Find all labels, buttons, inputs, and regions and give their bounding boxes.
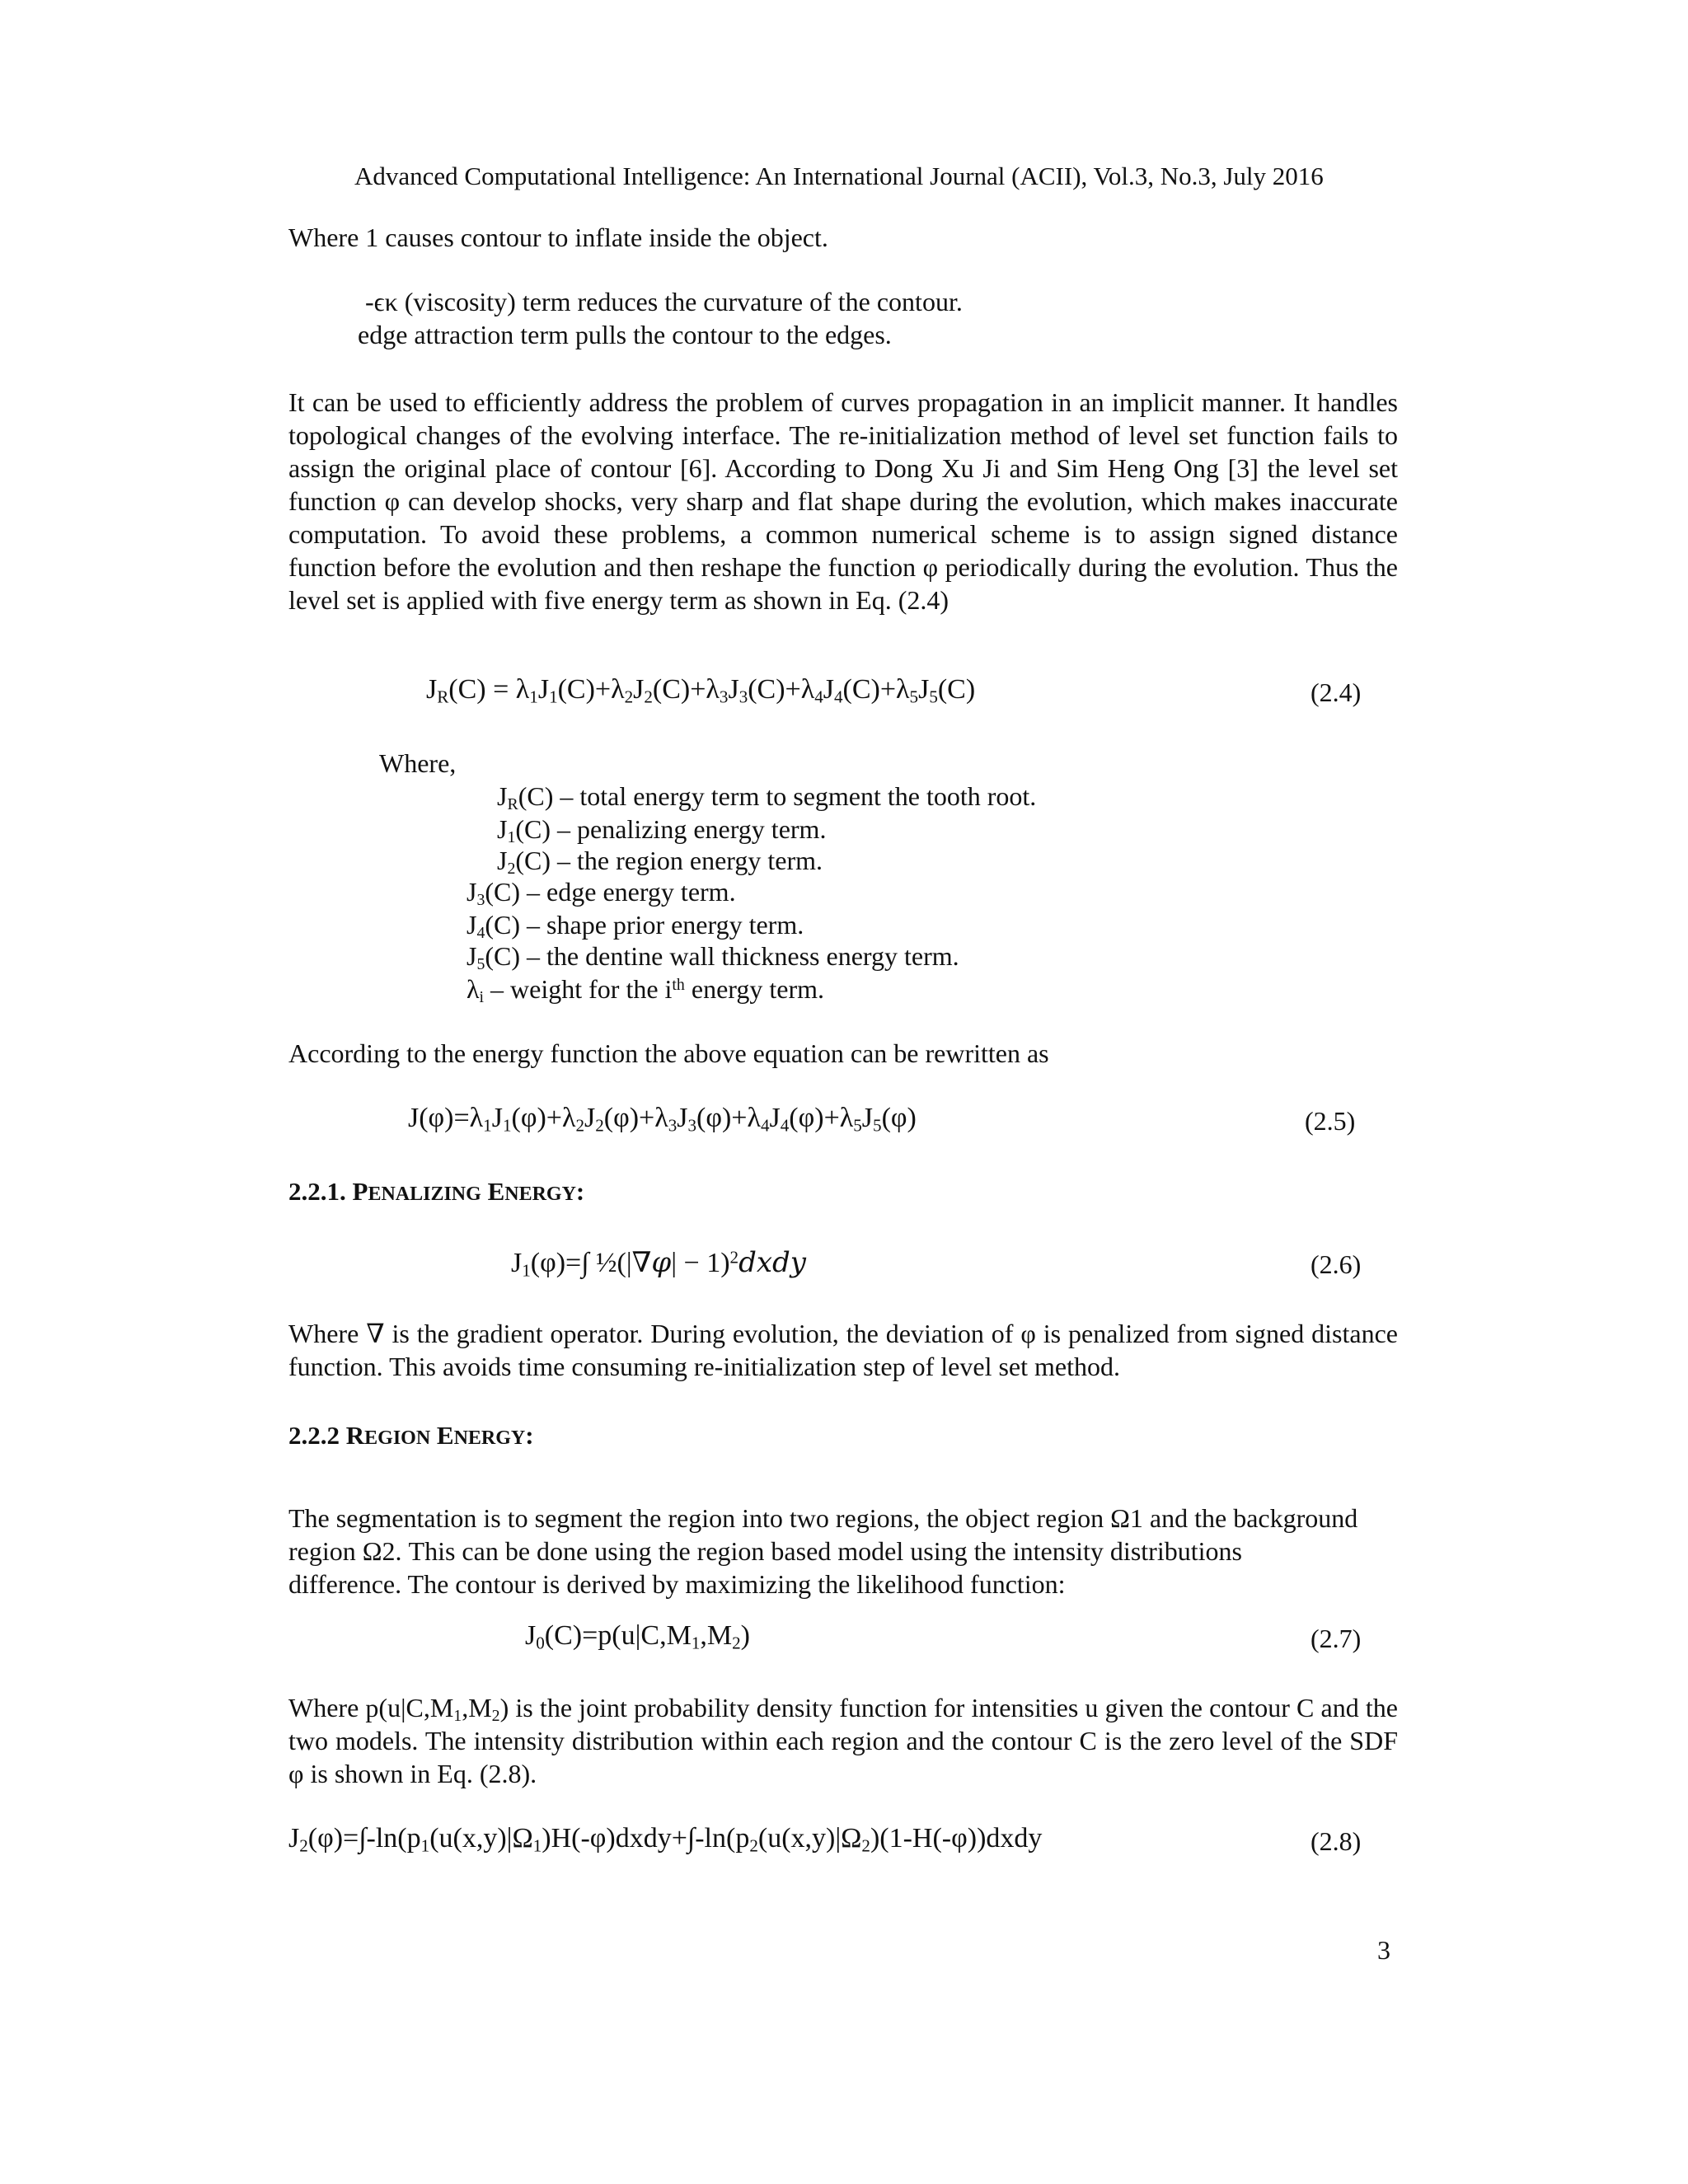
bullet-edge-attraction: edge attraction term pulls the contour to the edges. — [358, 320, 892, 349]
paragraph-text: ,M — [462, 1693, 492, 1722]
section-heading-region-energy — [288, 1421, 534, 1451]
definition-lambda-sup: th — [672, 976, 685, 995]
paragraph-segmentation: The segmentation is to segment the region into two regions, the object region Ω1 and the background region Ω2. This can be done using the region based model using the intensity distributions difference. The contour is derived by maximizing the likelihood function: — [288, 1503, 1358, 1599]
heading-smallcaps: ENALIZING — [368, 1183, 481, 1205]
definition-j5-text: (C) – the dentine wall thickness energy term. — [485, 941, 959, 971]
equation-2-6: $J_1(\varphi)=\int$ ½(|∇φ| − 1)$^2$dxdy — [511, 1246, 806, 1281]
definition-lambda-text-a: – weight for the i — [484, 974, 673, 1004]
heading-smallcaps: EGION — [364, 1427, 431, 1449]
equation-number-2-5: (2.5) — [1305, 1106, 1356, 1136]
paragraph-rewritten: According to the energy function the above equation can be rewritten as — [288, 1038, 1049, 1068]
page-number: 3 — [1377, 1935, 1390, 1965]
equation-number-2-7: (2.7) — [1311, 1624, 1362, 1653]
equation-2-4: $J_R(C) = \lambda_1J_1(C)+\lambda_2J_2(C)+\lambda_3J_3(C)+\lambda_4J_4(C)+\lambda_5J_5(C)$ — [426, 674, 976, 707]
heading-colon: : — [525, 1421, 534, 1450]
equation-2-8: $J_2(\varphi)=\int-\ln(p_1(u(x,y)|\Omega_1)H(-\varphi)dxdy+\int-\ln(p_2(u(x,y)|\Omega_2)(1-H(-\varphi))dxdy$ — [288, 1823, 1043, 1856]
definition-jr-text: (C) – total energy term to segment the tooth root. — [518, 781, 1037, 811]
section-heading-penalizing-energy — [288, 1177, 584, 1207]
heading-smallcaps: NERGY — [504, 1183, 576, 1205]
heading-initial: E — [481, 1177, 505, 1206]
heading-initial: R — [345, 1421, 365, 1450]
definition-j4: $J_4(C)$ – shape prior energy term. — [467, 910, 804, 942]
paragraph-text: is the gradient operator. During evolution, the deviation of φ is penalized from signed distance function. This avoids time consuming re-initialization step of level set method. — [288, 1319, 1399, 1381]
definition-j1-text: (C) – penalizing energy term. — [515, 814, 827, 844]
heading-smallcaps: NERGY — [453, 1427, 526, 1449]
paragraph-level-set: It can be used to efficiently address the problem of curves propagation in an implicit manner. It handles topological changes of the evolving interface. The re-initialization method of level set function fails to assign the original place of contour [6]. According to Dong Xu Ji and Sim Heng Ong [3] the level set function φ can develop shocks, very sharp and flat shape during the evolution, which makes inaccurate computation. To avoid these problems, a common numerical scheme is to assign signed distance function before the evolution and then reshape the function φ periodically during the evolution. Thus the level set is applied with five energy term as shown in Eq. (2.4) — [288, 387, 1398, 615]
definition-j5: $J_5(C)$ – the dentine wall thickness energy term. — [467, 941, 959, 973]
intro-line: Where 1 causes contour to inflate inside the object. — [288, 223, 828, 252]
equation-number-2-4: (2.4) — [1311, 677, 1362, 707]
equation-number-2-6: (2.6) — [1311, 1249, 1362, 1279]
definition-jr: $J_R(C)$ – total energy term to segment the tooth root. — [497, 781, 1037, 813]
paragraph-joint-probability: Where $p(u|C,M_1,M_2)$ is the joint probability density function for intensities u given the contour C and the two models. The intensity distribution within each region and the contour C is the zero level of the SDF φ is shown in Eq. (2.8). — [288, 1693, 1399, 1788]
definition-j3-text: (C) – edge energy term. — [485, 877, 736, 907]
definition-j3: $J_3(C)$ – edge energy term. — [467, 877, 736, 909]
definition-lambda: $\lambda_i$ – weight for the $i^{th}$ energy term. — [467, 974, 824, 1006]
section-number: 2.2.2 — [288, 1421, 346, 1450]
where-label: Where, — [379, 748, 457, 778]
definition-j4-text: (C) – shape prior energy term. — [485, 910, 804, 940]
section-number: 2.2.1. — [288, 1177, 353, 1206]
equation-2-5: $J(\varphi)=\lambda_1J_1(\varphi)+\lambda_2J_2(\varphi)+\lambda_3J_3(\varphi)+\lambda_4J_4(\varphi)+\lambda_5J_5(\varphi)$ — [408, 1103, 917, 1136]
definition-j1: $J_1(C)$ – penalizing energy term. — [497, 814, 827, 846]
bullet-viscosity: -ϵκ (viscosity) term reduces the curvature of the contour. — [365, 287, 963, 316]
equation-2-7: $J_0(C)=p(u|C,M_1,M_2)$ — [525, 1620, 750, 1653]
paragraph-text: ) is the joint probability density function for intensities u given the contour C and the two models. The intensity distribution within each region and the contour C is the zero level of the SDF φ is shown in Eq. (2.8). — [288, 1693, 1399, 1788]
equation-number-2-8: (2.8) — [1311, 1826, 1362, 1856]
heading-initial: P — [352, 1177, 368, 1206]
definition-lambda-text-b: energy term. — [684, 974, 824, 1004]
paragraph-gradient-operator — [288, 1317, 1398, 1383]
definition-j2-text: (C) – the region energy term. — [515, 846, 823, 875]
paragraph-text: Where p(u|C,M — [288, 1693, 454, 1722]
nabla-symbol: ∇ — [366, 1318, 385, 1349]
running-header: Advanced Computational Intelligence: An International Journal (ACII), Vol.3, No.3, July 2016 — [354, 162, 1324, 190]
paragraph-text: Where — [288, 1319, 367, 1348]
heading-colon: : — [575, 1177, 585, 1206]
definition-j2: $J_2(C)$ – the region energy term. — [497, 846, 823, 878]
heading-initial: E — [430, 1421, 454, 1450]
